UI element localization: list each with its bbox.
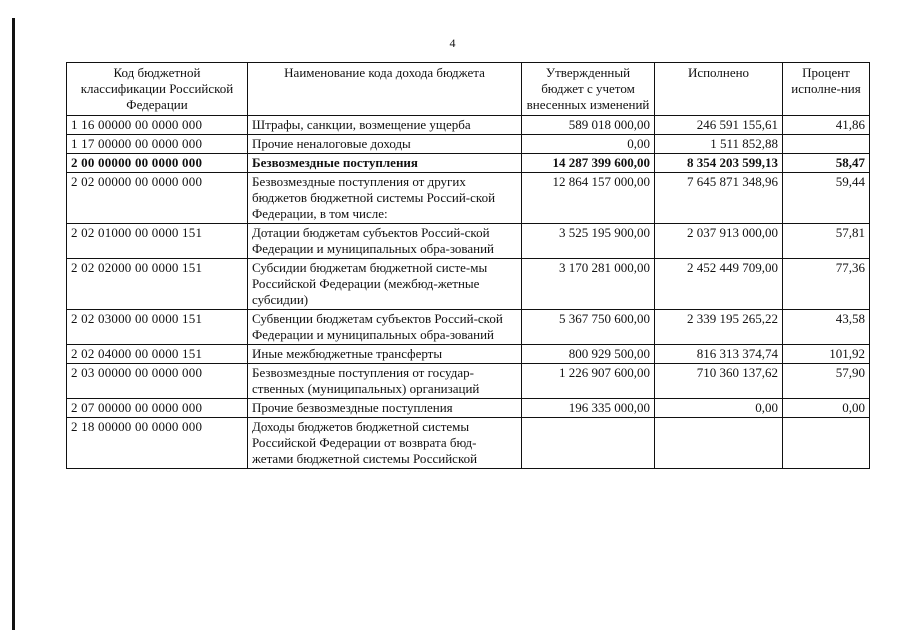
table-row	[67, 259, 870, 310]
row-approved	[522, 418, 655, 469]
row-percent: 59,44	[783, 173, 870, 224]
row-executed: 7 645 871 348,96	[655, 173, 783, 224]
row-code: 1 16 00000 00 0000 000	[67, 116, 248, 135]
row-percent: 57,81	[783, 224, 870, 259]
row-code: 2 02 01000 00 0000 151	[67, 224, 248, 259]
row-percent: 43,58	[783, 310, 870, 345]
row-executed	[655, 418, 783, 469]
row-name: Доходы бюджетов бюджетной системы Российской Федерации от возврата бюд-жетами бюджетной системы Российской	[248, 418, 522, 469]
row-code: 2 02 02000 00 0000 151	[67, 259, 248, 310]
row-percent: 77,36	[783, 259, 870, 310]
table-row	[67, 224, 870, 259]
row-name: Штрафы, санкции, возмещение ущерба	[248, 116, 522, 135]
row-executed: 2 037 913 000,00	[655, 224, 783, 259]
row-percent: 58,47	[783, 154, 870, 173]
table-row	[67, 173, 870, 224]
table-row	[67, 135, 870, 154]
header-executed: Исполнено	[655, 63, 783, 116]
row-name: Субсидии бюджетам бюджетной систе-мы Российской Федерации (межбюд-жетные субсидии)	[248, 259, 522, 310]
row-code: 1 17 00000 00 0000 000	[67, 135, 248, 154]
row-code: 2 18 00000 00 0000 000	[67, 418, 248, 469]
header-name: Наименование кода дохода бюджета	[248, 63, 522, 116]
row-approved: 589 018 000,00	[522, 116, 655, 135]
row-percent	[783, 135, 870, 154]
row-approved: 1 226 907 600,00	[522, 364, 655, 399]
row-name: Безвозмездные поступления от государ-ственных (муниципальных) организаций	[248, 364, 522, 399]
row-executed: 816 313 374,74	[655, 345, 783, 364]
header-code: Код бюджетной классификации Российской Федерации	[67, 63, 248, 116]
table-header-row	[67, 63, 870, 116]
row-approved: 12 864 157 000,00	[522, 173, 655, 224]
row-executed: 246 591 155,61	[655, 116, 783, 135]
table-row-total	[67, 154, 870, 173]
row-executed: 2 339 195 265,22	[655, 310, 783, 345]
table-row	[67, 399, 870, 418]
row-approved: 196 335 000,00	[522, 399, 655, 418]
row-name: Прочие безвозмездные поступления	[248, 399, 522, 418]
row-executed: 710 360 137,62	[655, 364, 783, 399]
row-code: 2 02 04000 00 0000 151	[67, 345, 248, 364]
row-approved: 3 170 281 000,00	[522, 259, 655, 310]
row-code: 2 03 00000 00 0000 000	[67, 364, 248, 399]
revenue-table	[66, 62, 870, 469]
row-percent	[783, 418, 870, 469]
row-percent: 101,92	[783, 345, 870, 364]
row-name: Безвозмездные поступления от других бюджетов бюджетной системы Россий-ской Федерации, в том числе:	[248, 173, 522, 224]
row-approved: 800 929 500,00	[522, 345, 655, 364]
row-approved: 3 525 195 900,00	[522, 224, 655, 259]
table-row	[67, 310, 870, 345]
header-percent: Процент исполне-ния	[783, 63, 870, 116]
table-row	[67, 364, 870, 399]
row-name: Дотации бюджетам субъектов Россий-ской Федерации и муниципальных обра-зований	[248, 224, 522, 259]
table-row	[67, 116, 870, 135]
row-executed: 8 354 203 599,13	[655, 154, 783, 173]
row-executed: 0,00	[655, 399, 783, 418]
row-percent: 57,90	[783, 364, 870, 399]
row-approved: 5 367 750 600,00	[522, 310, 655, 345]
row-name: Прочие неналоговые доходы	[248, 135, 522, 154]
table-row	[67, 345, 870, 364]
row-name: Безвозмездные поступления	[248, 154, 522, 173]
row-executed: 1 511 852,88	[655, 135, 783, 154]
row-code: 2 02 00000 00 0000 000	[67, 173, 248, 224]
row-percent: 0,00	[783, 399, 870, 418]
scan-edge-bar	[12, 18, 15, 630]
row-name: Иные межбюджетные трансферты	[248, 345, 522, 364]
row-approved: 14 287 399 600,00	[522, 154, 655, 173]
header-approved: Утвержденный бюджет с учетом внесенных изменений	[522, 63, 655, 116]
row-code: 2 07 00000 00 0000 000	[67, 399, 248, 418]
table-row	[67, 418, 870, 469]
row-approved: 0,00	[522, 135, 655, 154]
row-code: 2 02 03000 00 0000 151	[67, 310, 248, 345]
page-number: 4	[449, 36, 456, 50]
row-name: Субвенции бюджетам субъектов Россий-ской Федерации и муниципальных обра-зований	[248, 310, 522, 345]
row-percent: 41,86	[783, 116, 870, 135]
row-code: 2 00 00000 00 0000 000	[67, 154, 248, 173]
row-executed: 2 452 449 709,00	[655, 259, 783, 310]
